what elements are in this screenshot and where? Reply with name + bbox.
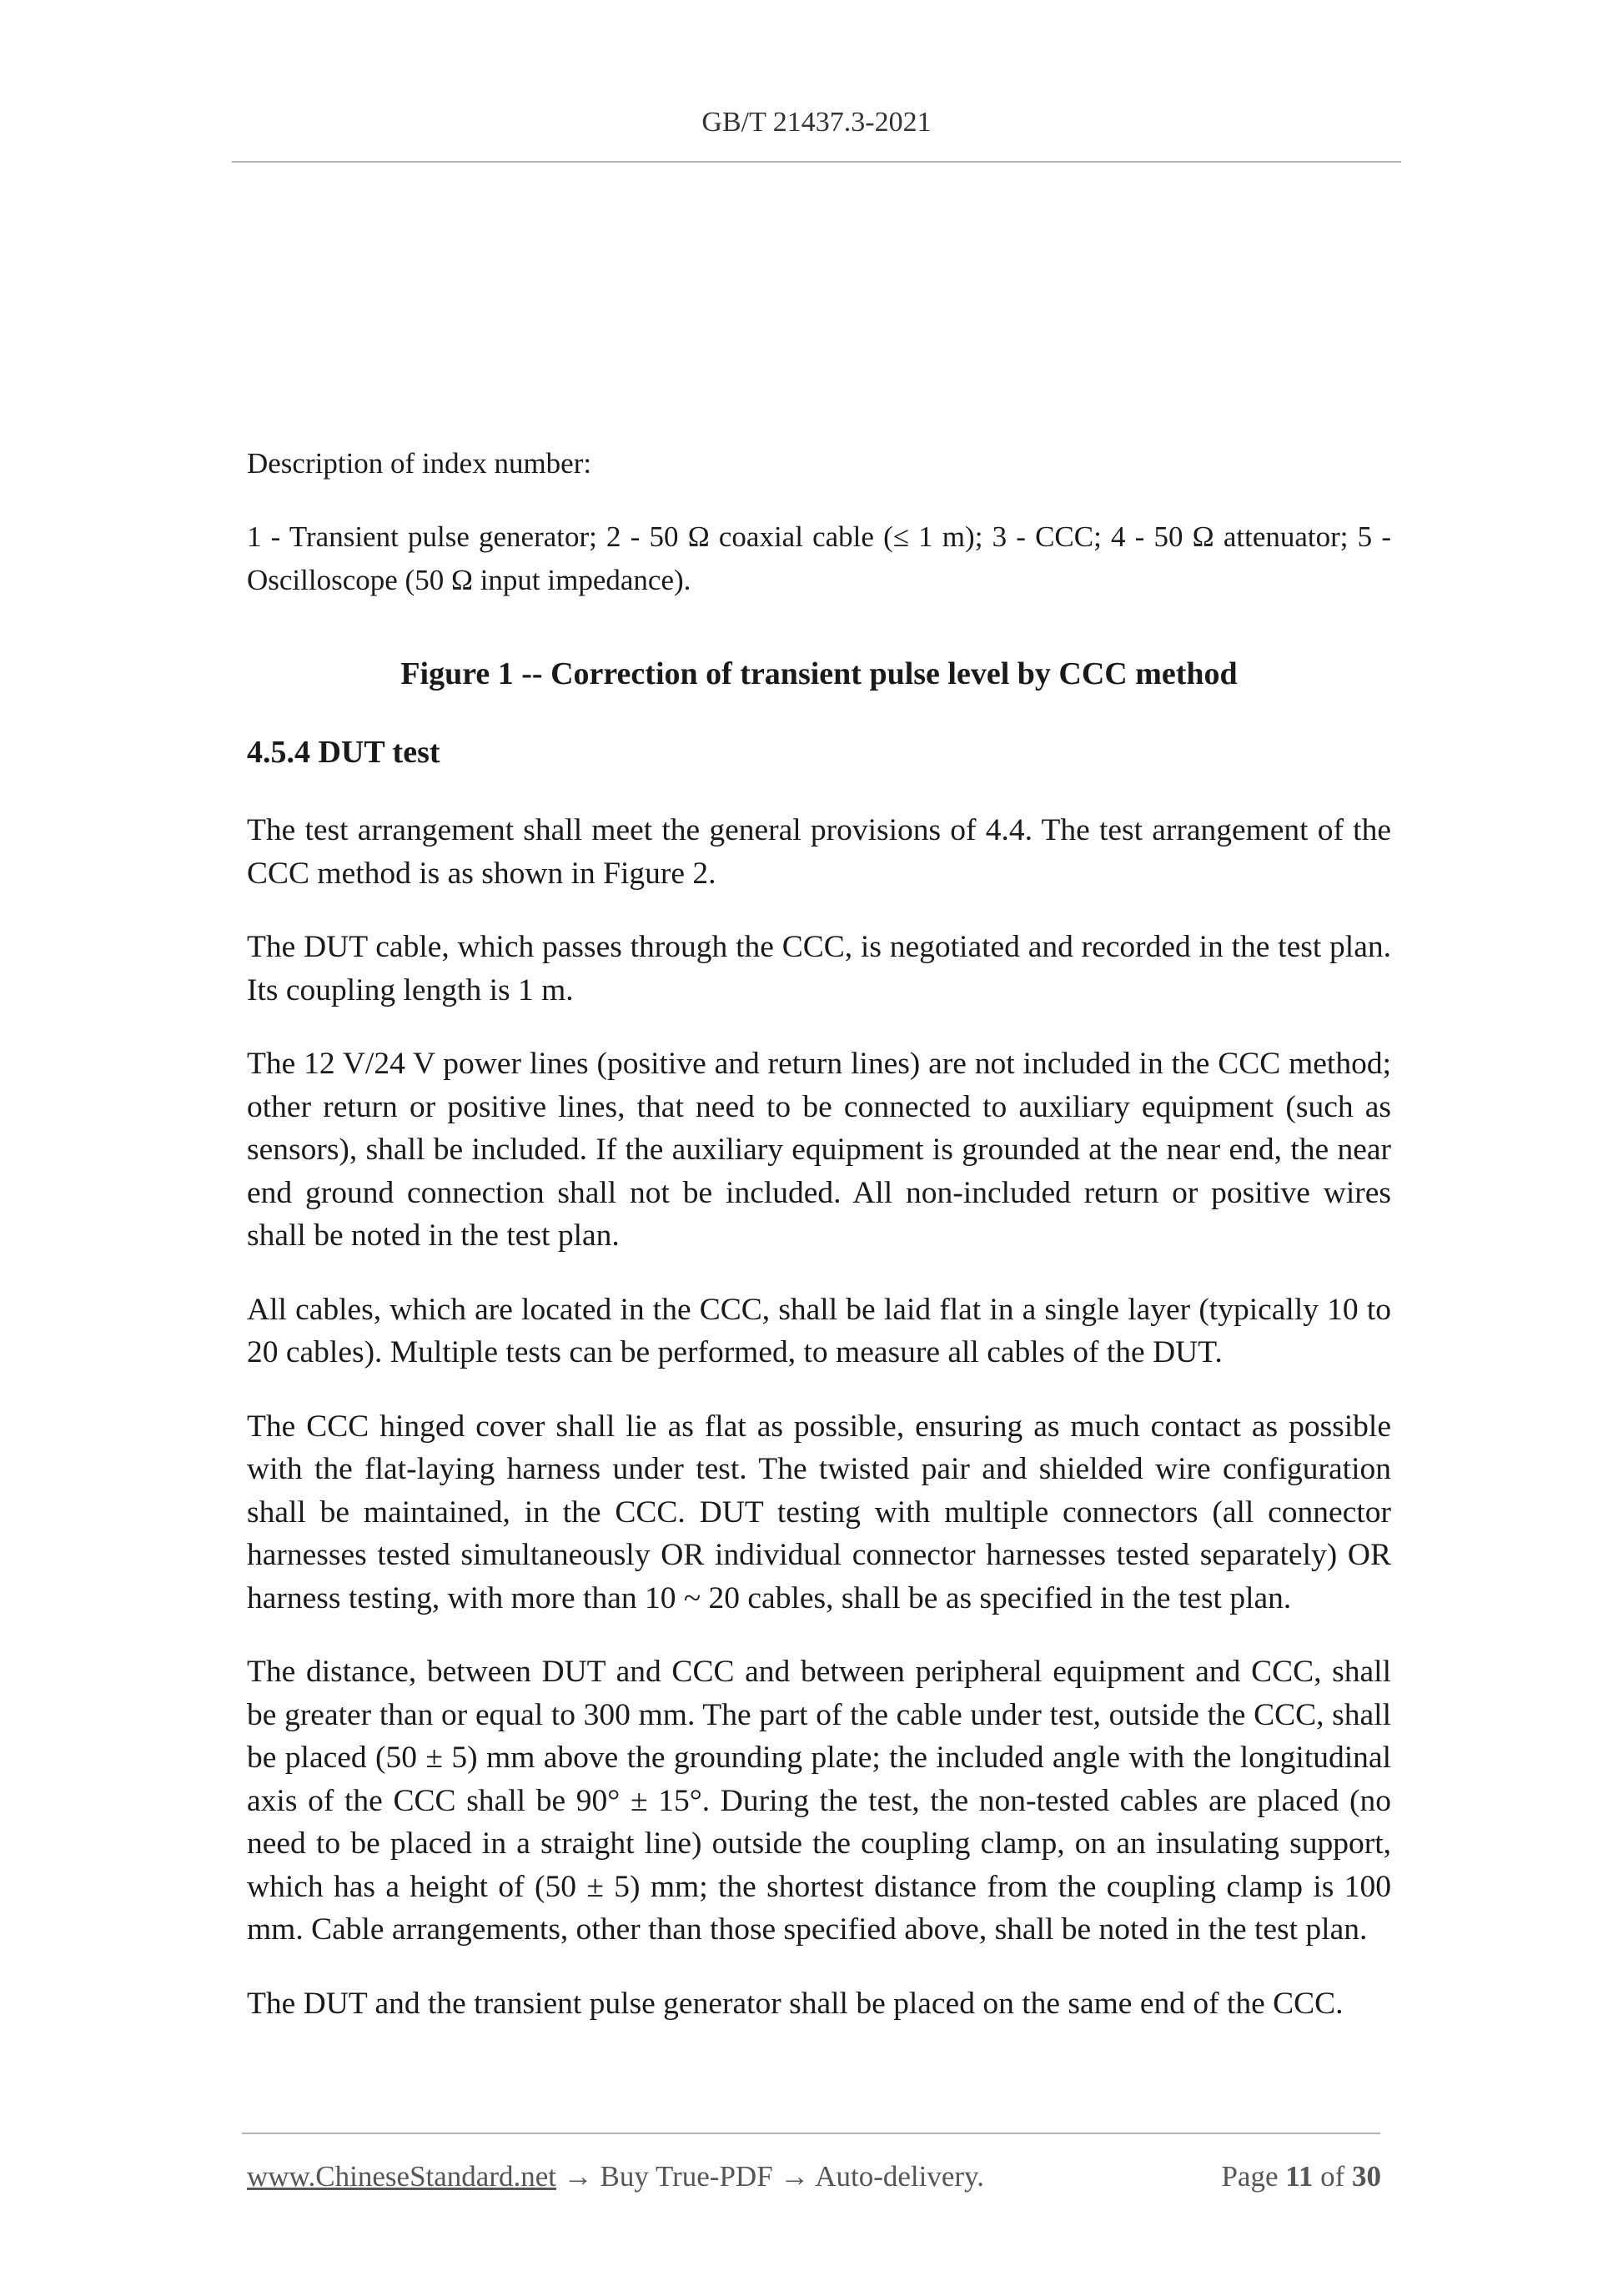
paragraph-4: All cables, which are located in the CCC, shall be laid flat in a single layer (typically 10 to 20 cables). Multiple tests can be performed, to measure all cables of the DUT. xyxy=(247,1292,1391,1369)
footer-left xyxy=(247,2160,984,2193)
paragraph-5: The CCC hinged cover shall lie as flat as possible, ensuring as much contact as possible with the flat-laying harness under test. The twisted pair and shielded wire configuration shall be maintained, in the CCC. DUT testing with multiple connectors (all connector harnesses tested simultaneously OR individual connector harnesses tested separately) OR harness testing, with more than 10 ~ 20 cables, shall be as specified in the test plan. xyxy=(247,1409,1391,1615)
site-link[interactable]: www.ChineseStandard.net xyxy=(247,2160,556,2193)
page-content xyxy=(247,442,1391,2056)
document-header: GB/T 21437.3-2021 xyxy=(701,107,932,138)
paragraph-1: The test arrangement shall meet the general provisions of 4.4. The test arrangement of the CCC method is as shown in Figure 2. xyxy=(247,813,1391,891)
section-heading: 4.5.4 DUT test xyxy=(247,735,440,770)
page-footer xyxy=(247,2160,1381,2193)
header-divider xyxy=(232,161,1401,163)
promo-text: → Buy True-PDF → Auto-delivery. xyxy=(563,2160,985,2193)
figure-legend-title: Description of index number: xyxy=(247,447,592,480)
page-of-label: of xyxy=(1320,2160,1345,2193)
page-current: 11 xyxy=(1285,2160,1314,2193)
paragraph-7: The DUT and the transient pulse generator shall be placed on the same end of the CCC. xyxy=(247,1986,1344,2021)
page-indicator xyxy=(1221,2160,1381,2193)
footer-divider xyxy=(242,2133,1380,2134)
page-label: Page xyxy=(1221,2160,1279,2193)
page-total: 30 xyxy=(1352,2160,1381,2193)
figure-legend-items: 1 - Transient pulse generator; 2 - 50 Ω coaxial cable (≤ 1 m); 3 - CCC; 4 - 50 Ω attenuator; 5 - Oscilloscope (50 Ω input impedance). xyxy=(247,520,1391,596)
figure-caption: Figure 1 -- Correction of transient pulse level by CCC method xyxy=(400,656,1238,691)
paragraph-6: The distance, between DUT and CCC and between peripheral equipment and CCC, shall be greater than or equal to 300 mm. The part of the cable under test, outside the CCC, shall be placed (50 ± 5) mm above the grounding plate; the included angle with the longitudinal axis of the CCC shall be 90° ± 15°. During the test, the non-tested cables are placed (no need to be placed in a straight line) outside the coupling clamp, on an insulating support, which has a height of (50 ± 5) mm; the shortest distance from the coupling clamp is 100 mm. Cable arrangements, other than those specified above, shall be noted in the test plan. xyxy=(247,1655,1391,1947)
paragraph-2: The DUT cable, which passes through the CCC, is negotiated and recorded in the test plan. Its coupling length is 1 m. xyxy=(247,930,1391,1007)
paragraph-3: The 12 V/24 V power lines (positive and return lines) are not included in the CCC method; other return or positive lines, that need to be connected to auxiliary equipment (such as sensors), shall be included. If the auxiliary equipment is grounded at the near end, the near end ground connection shall not be included. All non-included return or positive wires shall be noted in the test plan. xyxy=(247,1047,1391,1253)
